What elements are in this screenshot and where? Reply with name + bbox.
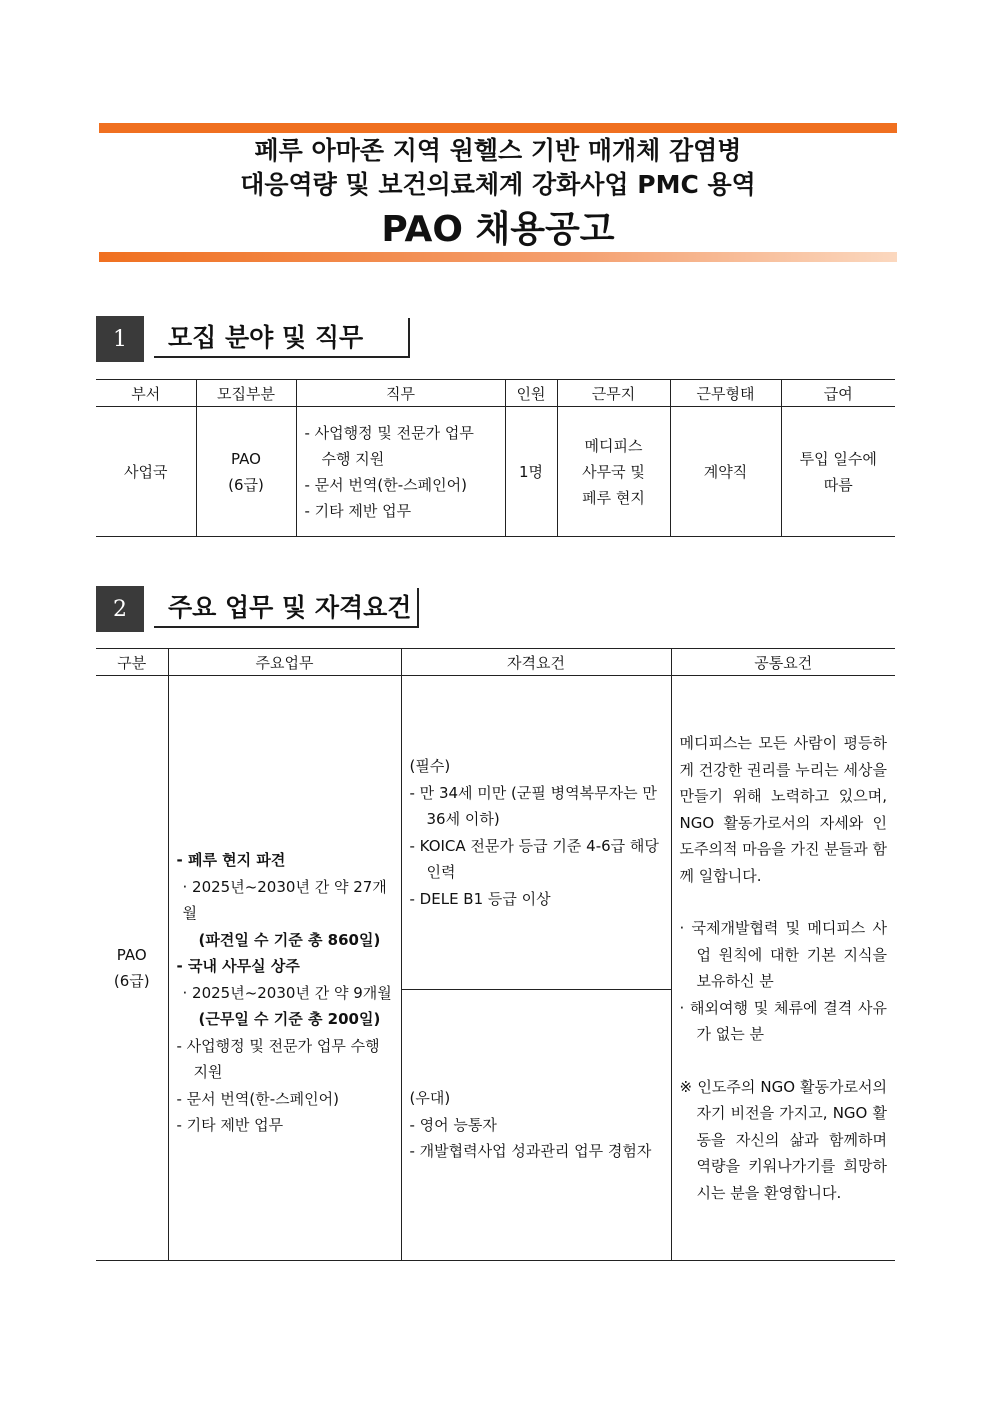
duty-item: - 문서 번역(한-스페인어) [176, 1089, 339, 1108]
duty-office-days: (근무일 수 기준 총 200일) [198, 1010, 381, 1029]
duty-office-period: · 2025년~2030년 간 약 9개월 [182, 983, 392, 1002]
cell-duties [296, 407, 505, 537]
header-headcount: 인원 [505, 380, 557, 407]
position-line-1: PAO [231, 449, 261, 468]
cell-main-duties [168, 676, 401, 1261]
cell-location [557, 407, 670, 537]
location-line-3: 페루 현지 [582, 488, 645, 507]
page-title: PAO 채용공고 [381, 209, 615, 250]
table-row [96, 407, 895, 537]
cell-required [401, 676, 671, 990]
duty-item: - 기타 제반 업무 [304, 501, 412, 520]
required-item: - DELE B1 등급 이상 [409, 889, 551, 908]
cell-salary [781, 407, 895, 537]
title-line-2: 대응역량 및 보건의료체계 강화사업 PMC 용역 [240, 170, 756, 199]
common-intro: 메디피스는 모든 사람이 평등하게 건강한 권리를 누리는 세상을 만들기 위해 노력하고 있으며, NGO 활동가로서의 자세와 인도주의적 마음을 가진 분들과 함께 일합니다. [679, 734, 887, 885]
common-bullet: · 해외여행 및 체류에 결격 사유가 없는 분 [679, 998, 887, 1043]
requirements-table [96, 648, 895, 1261]
cell-category [96, 676, 168, 1261]
section-2-number: 2 [96, 586, 144, 632]
common-bullet: · 국제개발협력 및 메디피스 사업 원칙에 대한 기본 지식을 보유하신 분 [679, 919, 887, 990]
section-1-title: 모집 분야 및 직무 [154, 318, 410, 358]
required-item: - 만 34세 미만 (군필 병역복무자는 만 36세 이하) [409, 783, 657, 828]
cell-type: 계약직 [670, 407, 781, 537]
duty-item: - 사업행정 및 전문가 업무 [304, 423, 474, 442]
preferred-item: - 영어 능통자 [409, 1115, 497, 1134]
preferred-item: - 개발협력사업 성과관리 업무 경험자 [409, 1142, 652, 1161]
header-dept: 부서 [96, 380, 196, 407]
table-header-row [96, 380, 895, 407]
category-line-1: PAO [116, 946, 147, 964]
common-note: ※ 인도주의 NGO 활동가로서의 자기 비전을 가지고, NGO 활동을 자신의 삶과 함께하며 역량을 키워나가기를 희망하시는 분을 환영합니다. [679, 1077, 887, 1202]
cell-dept: 사업국 [124, 462, 168, 481]
header-salary: 급여 [781, 380, 895, 407]
title-line-1: 페루 아마존 지역 원헬스 기반 매개체 감염병 [254, 136, 742, 165]
position-line-2: (6급) [228, 475, 264, 494]
table-header-row [96, 649, 895, 676]
section-2-title: 주요 업무 및 자격요건 [154, 588, 419, 628]
required-label: (필수) [409, 757, 451, 775]
section-1-number: 1 [96, 316, 144, 362]
title-bottom-bar [99, 252, 897, 262]
recruitment-table [96, 379, 895, 537]
required-item: - KOICA 전문가 등급 기준 4-6급 해당 인력 [409, 836, 659, 881]
duty-dispatch-days: (파견일 수 기준 총 860일) [198, 930, 381, 949]
header-common: 공통요건 [671, 649, 895, 676]
header-category: 구분 [96, 649, 168, 676]
preferred-label: (우대) [409, 1089, 451, 1108]
location-line-1: 메디피스 [584, 436, 643, 455]
location-line-2: 사무국 및 [582, 462, 645, 481]
duty-item: - 사업행정 및 전문가 업무 수행 지원 [176, 1036, 380, 1082]
duty-office: - 국내 사무실 상주 [176, 957, 300, 976]
cell-preferred [401, 990, 671, 1261]
salary-line-2: 따름 [823, 475, 853, 494]
header-main-duties: 주요업무 [168, 649, 401, 676]
header-location: 근무지 [557, 380, 670, 407]
cell-headcount: 1명 [505, 407, 557, 537]
cell-position [196, 407, 296, 537]
table-row [96, 676, 895, 990]
header-qualifications: 자격요건 [401, 649, 671, 676]
duty-item: - 문서 번역(한-스페인어) [304, 475, 467, 494]
header-duties: 직무 [296, 380, 505, 407]
duty-dispatch-period: · 2025년~2030년 간 약 27개월 [182, 877, 387, 923]
duty-item-cont: 수행 지원 [321, 449, 385, 468]
cell-common [671, 676, 895, 1261]
duty-dispatch: - 페루 현지 파견 [176, 851, 286, 870]
salary-line-1: 투입 일수에 [799, 449, 877, 468]
title-top-bar [99, 123, 897, 133]
duty-item: - 기타 제반 업무 [176, 1116, 284, 1135]
header-type: 근무형태 [670, 380, 781, 407]
category-line-2: (6급) [113, 972, 150, 990]
header-position: 모집부분 [196, 380, 296, 407]
